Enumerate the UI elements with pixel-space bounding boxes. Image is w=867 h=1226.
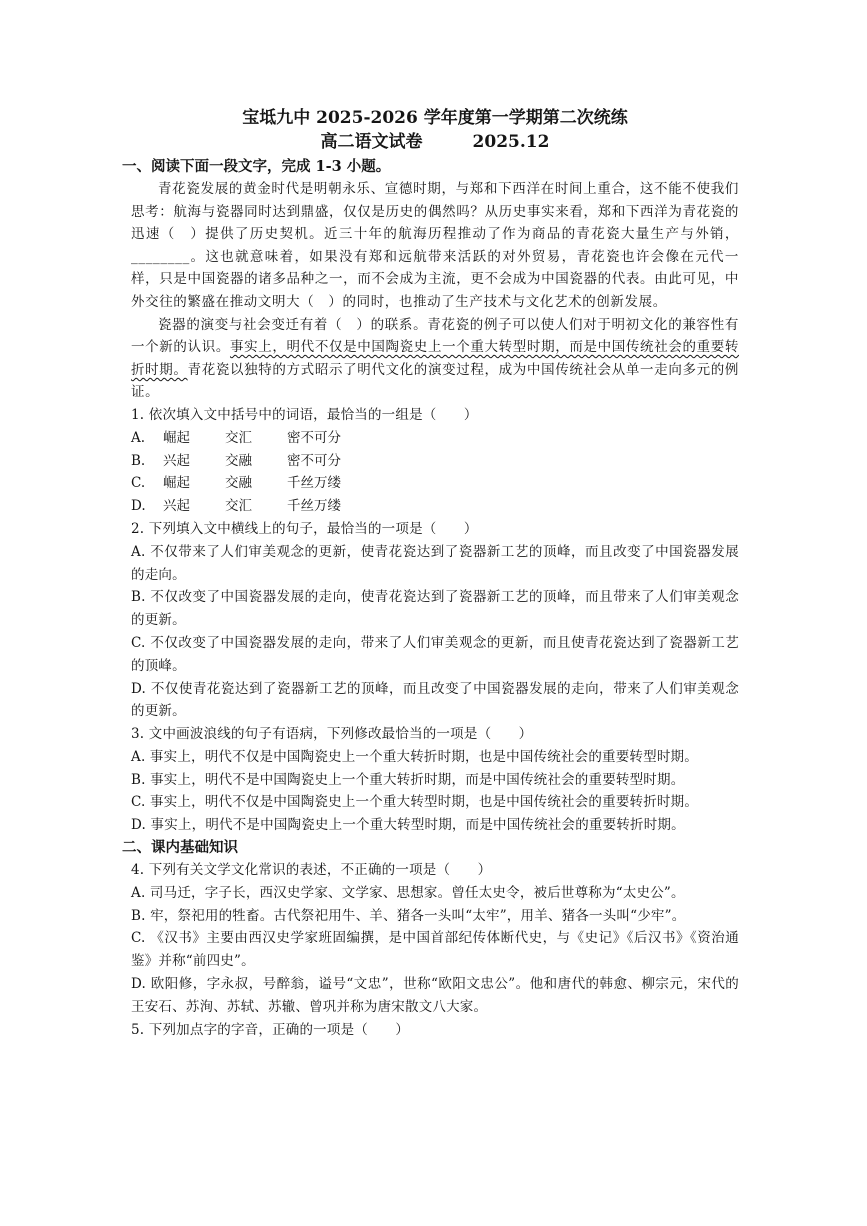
option-word: 交汇	[225, 498, 252, 515]
wavy-underlined-sentence: 事实上，明代不仅是中国陶瓷史上一个重大转型时期，而是中国传统社会的重要转折时期。	[131, 339, 739, 378]
question-2-option-c: C. 不仅改变了中国瓷器发展的走向，带来了人们审美观念的更新，而且使青花瓷达到了瓷器新工艺的顶峰。	[131, 634, 739, 674]
question-1-option	[131, 450, 867, 473]
passage-paragraph-2	[131, 314, 739, 404]
option-key: A.	[131, 429, 146, 446]
subject-label: 高二语文试卷	[320, 132, 423, 152]
passage-text: 青花瓷以独特的方式昭示了明代文化的演变过程，成为中国传统社会从单一走向多元的例证。	[131, 361, 739, 401]
option-key: B.	[131, 452, 146, 469]
option-word: 崛起	[163, 429, 190, 446]
question-3-option-d: D. 事实上，明代不是中国陶瓷史上一个重大转型时期，而是中国传统社会的重要转折时期。	[131, 817, 685, 834]
question-4-option-d: D. 欧阳修，字永叔，号醉翁，谥号“文忠”，世称“欧阳文忠公”。他和唐代的韩愈、柳宗元，宋代的王安石、苏洵、苏轼、苏辙、曾巩并称为唐宋散文八大家。	[131, 976, 739, 1015]
section2-heading: 二、课内基础知识	[122, 839, 238, 857]
option-word: 崛起	[163, 475, 190, 492]
option-word: 兴起	[163, 498, 190, 515]
option-word: 交融	[225, 475, 252, 492]
question-2-option-d: D. 不仅使青花瓷达到了瓷器新工艺的顶峰，而且改变了中国瓷器发展的走向，带来了人们审美观念的更新。	[131, 680, 739, 720]
question-2-option-a: A. 不仅带来了人们审美观念的更新，使青花瓷达到了瓷器新工艺的顶峰，而且改变了中国瓷器发展的走向。	[131, 543, 739, 583]
exam-subtitle	[131, 130, 739, 154]
question-1-option	[131, 472, 867, 495]
question-2-option-b: B. 不仅改变了中国瓷器发展的走向，使青花瓷达到了瓷器新工艺的顶峰，而且带来了人们审美观念的更新。	[131, 589, 739, 629]
option-word: 交汇	[225, 429, 252, 446]
exam-date: 2025.12	[472, 132, 550, 152]
question-2-stem: 2. 下列填入文中横线上的句子，最恰当的一项是（ ）	[131, 520, 478, 537]
option-word: 千丝万缕	[287, 475, 341, 492]
question-3-option-a: A. 事实上，明代不仅是中国陶瓷史上一个重大转折时期，也是中国传统社会的重要转型时期。	[131, 748, 698, 765]
section1-heading: 一、阅读下面一段文字，完成 1-3 小题。	[122, 158, 391, 175]
question-3-stem: 3. 文中画波浪线的句子有语病，下列修改最恰当的一项是（ ）	[131, 726, 533, 743]
question-1-option	[131, 427, 867, 450]
option-word: 密不可分	[287, 429, 341, 446]
option-word: 兴起	[163, 452, 190, 469]
passage-paragraph-1: 青花瓷发展的黄金时代是明朝永乐、宣德时期，与郑和下西洋在时间上重合，这不能不使我们思考：航海与瓷器同时达到鼎盛，仅仅是历史的偶然吗？从历史事实来看，郑和下西洋为青花瓷的迅速（ ）提供了历史契机。近三十年的航海历程推动了作为商品的青花瓷大量生产与外销，________。这也就意味着，如果没有郑和远航带来活跃的对外贸易，青花瓷也许会像在元代一样，只是中国瓷器的诸多品种之一，而不会成为主流，更不会成为中国瓷器的代表。由此可见，中外交往的繁盛在推动文明大（ ）的同时，也推动了生产技术与文化艺术的创新发展。	[131, 181, 739, 310]
question-3-option-c: C. 事实上，明代不仅是中国陶瓷史上一个重大转型时期，也是中国传统社会的重要转折时期。	[131, 794, 699, 811]
question-1-option	[131, 495, 867, 518]
question-1-stem: 1. 依次填入文中括号中的词语，最恰当的一组是（ ）	[131, 406, 478, 423]
option-word: 密不可分	[287, 452, 341, 469]
option-word: 千丝万缕	[287, 498, 341, 515]
question-4-option-a: A. 司马迁，字子长，西汉史学家、文学家、思想家。曾任太史令，被后世尊称为“太史公”。	[131, 884, 685, 901]
question-4-stem: 4. 下列有关文学文化常识的表述，不正确的一项是（ ）	[131, 862, 492, 879]
passage-text: 瓷器的演变与社会变迁有着（ ）的联系。青花瓷的例子可以使人们对于明初文化的兼容性有一个新的认识。	[131, 316, 739, 356]
option-key: D.	[131, 498, 146, 515]
question-4-option-c: C. 《汉书》主要由西汉史学家班固编撰，是中国首部纪传体断代史，与《史记》《后汉书》《资治通鉴》并称“前四史”。	[131, 930, 739, 970]
option-word: 交融	[225, 452, 252, 469]
question-5-stem: 5. 下列加点字的字音，正确的一项是（ ）	[131, 1021, 410, 1038]
question-3-option-b: B. 事实上，明代不是中国陶瓷史上一个重大转折时期，而是中国传统社会的重要转型时期。	[131, 771, 685, 788]
question-4-option-b: B. 牢，祭祀用的牲畜。古代祭祀用牛、羊、猪各一头叫“太牢”，用羊、猪各一头叫“少牢”。	[131, 907, 686, 924]
exam-title: 宝坻九中 2025-2026 学年度第一学期第二次统练	[242, 108, 628, 128]
option-key: C.	[131, 475, 146, 492]
